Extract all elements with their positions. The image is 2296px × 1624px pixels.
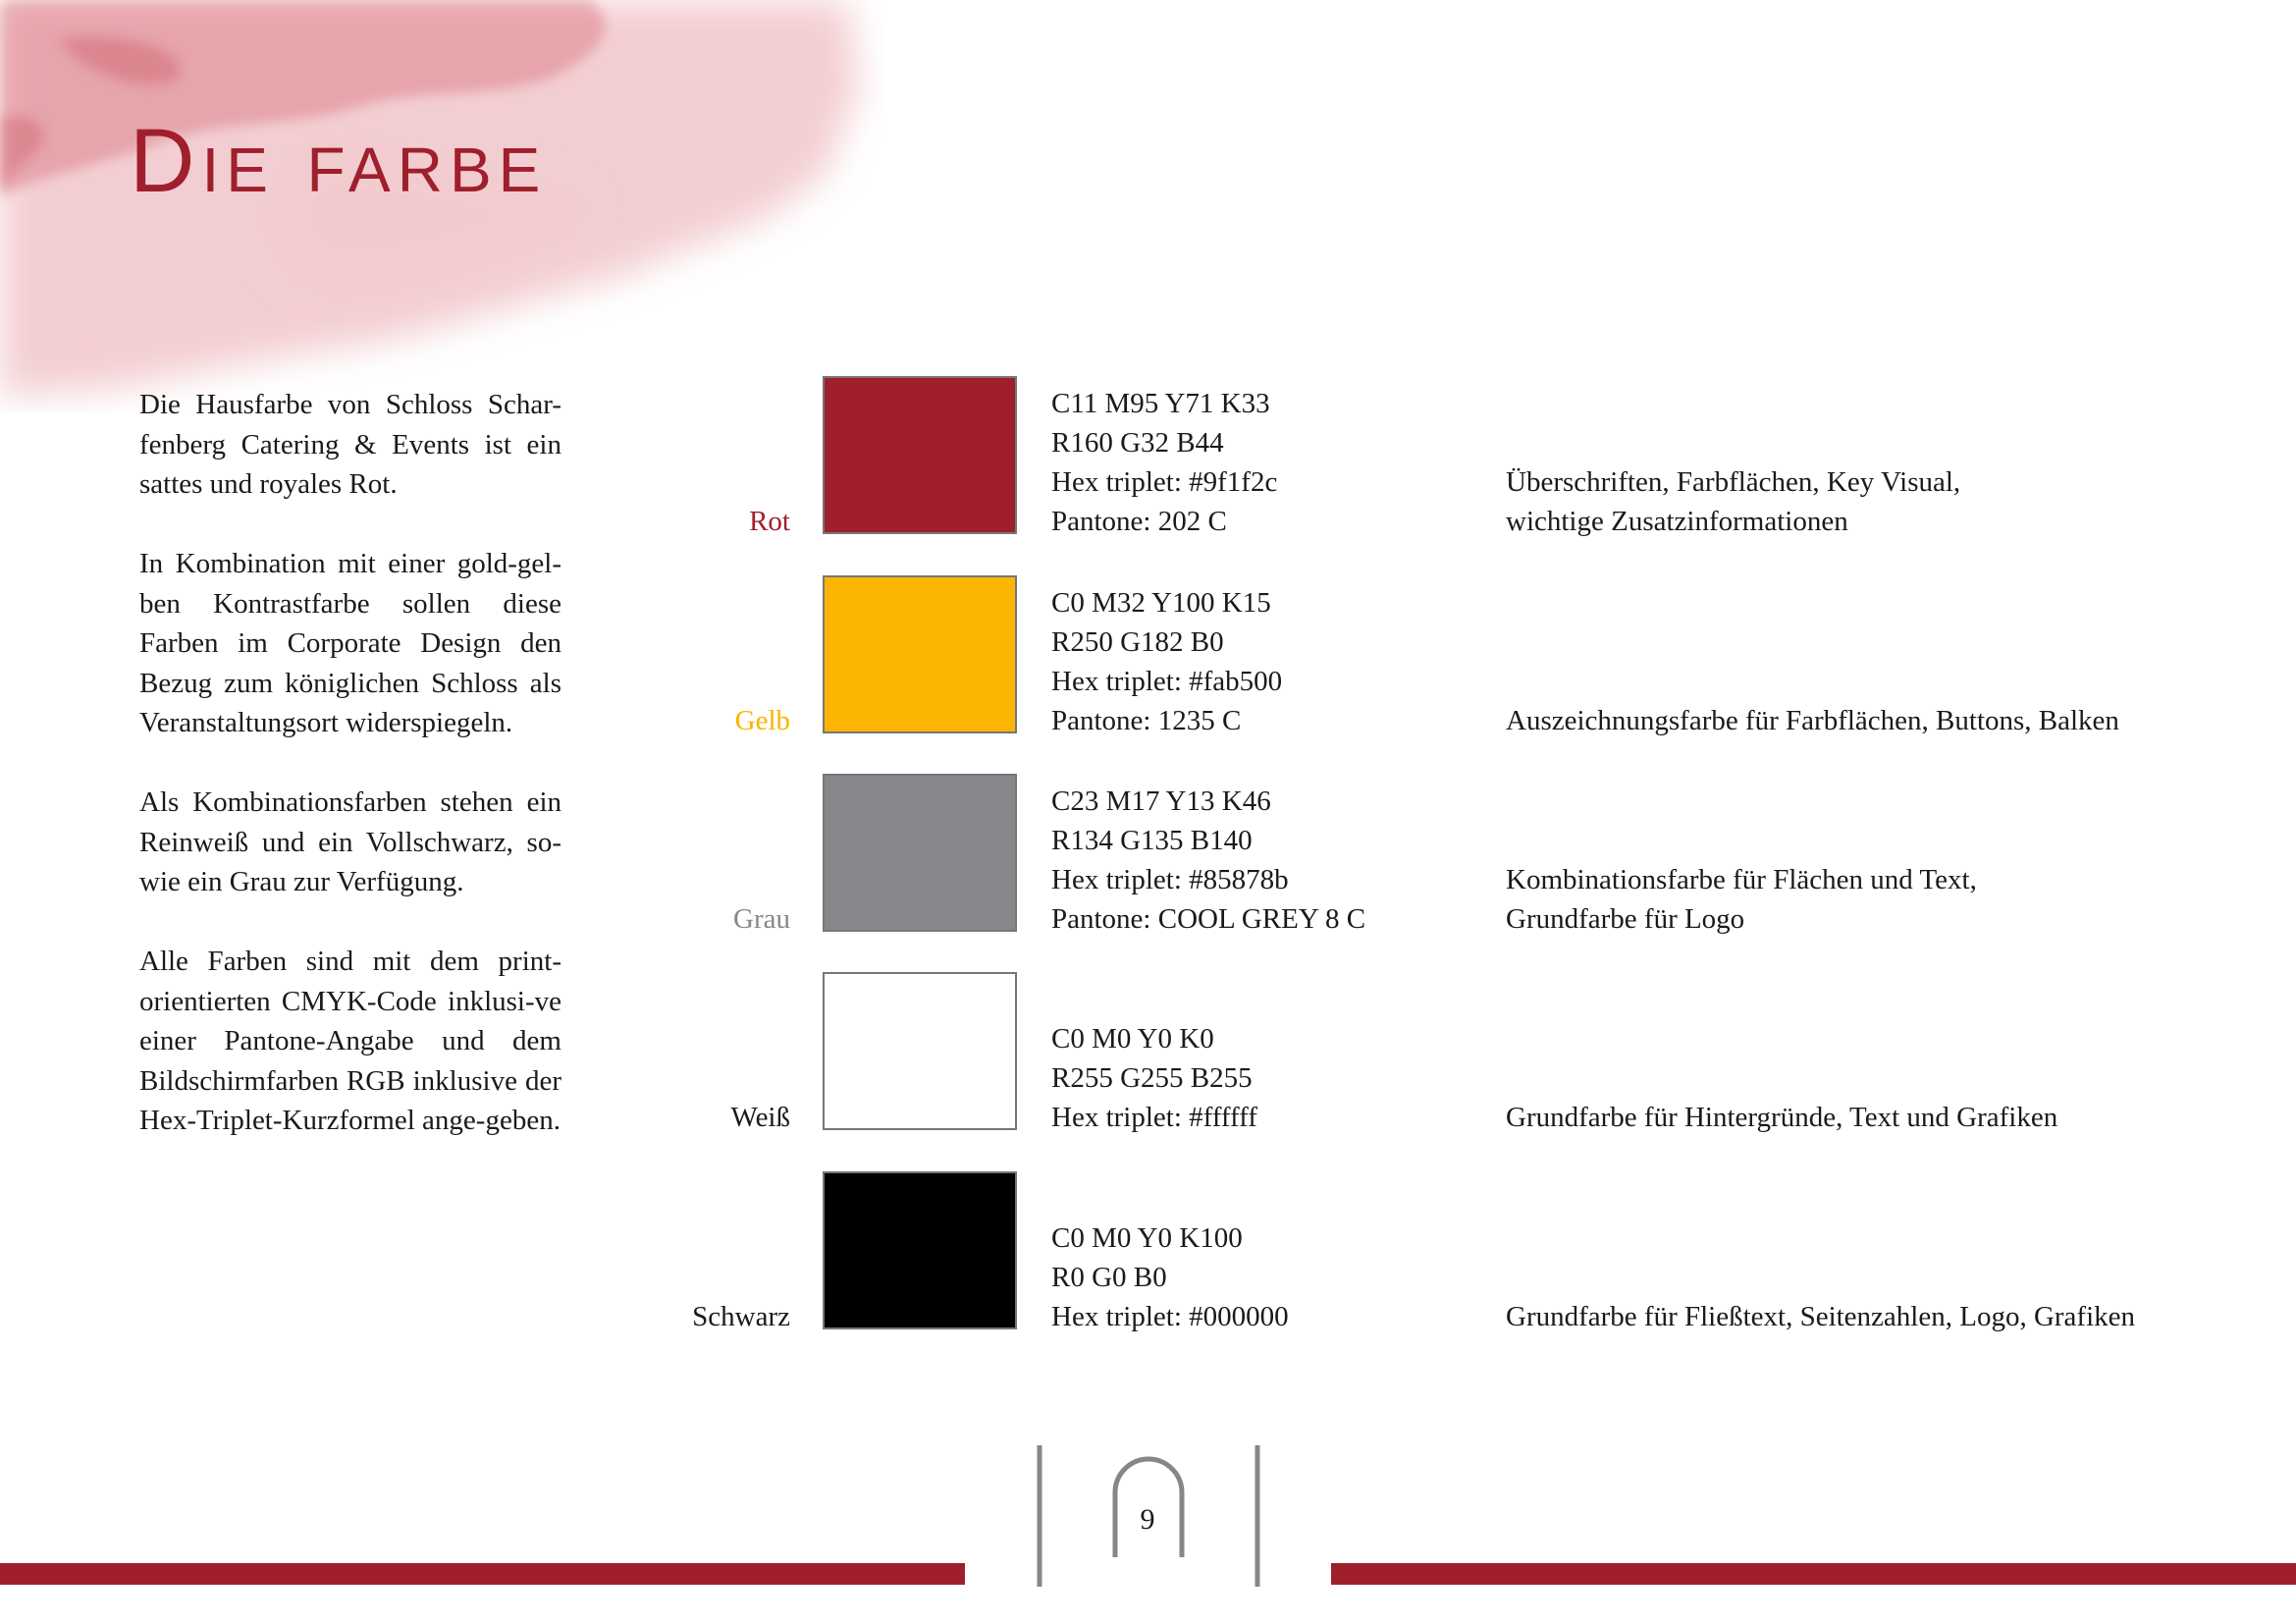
- spec-rgb: R160 G32 B44: [1051, 427, 1224, 459]
- color-label: Rot: [749, 506, 790, 537]
- color-row-weiss: [0, 972, 2296, 1131]
- footer-bar-left: [0, 1563, 965, 1585]
- usage-line: Überschriften, Farbflächen, Key Visual,: [1506, 466, 1961, 498]
- color-row-grau: [0, 774, 2296, 933]
- spec-cmyk: C0 M0 Y0 K0: [1051, 1023, 1214, 1055]
- spec-hex: Hex triplet: #85878b: [1051, 864, 1289, 895]
- color-specs: [1051, 1019, 1257, 1137]
- color-usage: [1506, 1098, 2057, 1137]
- spec-hex: Hex triplet: #9f1f2c: [1051, 466, 1278, 498]
- color-specs: [1051, 583, 1282, 740]
- color-swatch: [823, 774, 1017, 932]
- spec-rgb: R250 G182 B0: [1051, 626, 1224, 658]
- color-usage: [1506, 1297, 2135, 1336]
- color-label: Gelb: [734, 705, 790, 736]
- spec-cmyk: C11 M95 Y71 K33: [1051, 388, 1270, 419]
- page-number: 9: [1140, 1503, 1155, 1536]
- spec-hex: Hex triplet: #fab500: [1051, 666, 1283, 697]
- usage-line: Grundfarbe für Logo: [1506, 903, 1745, 935]
- color-label: Weiß: [730, 1102, 790, 1133]
- spec-rgb: R255 G255 B255: [1051, 1062, 1253, 1094]
- spec-pantone: Pantone: COOL GREY 8 C: [1051, 903, 1366, 935]
- color-row-gelb: [0, 575, 2296, 734]
- usage-line: Auszeichnungsfarbe für Farbflächen, Buttons, Balken: [1506, 705, 2119, 736]
- color-swatch: [823, 1171, 1017, 1329]
- spec-cmyk: C0 M0 Y0 K100: [1051, 1222, 1243, 1254]
- color-row-rot: [0, 376, 2296, 535]
- color-label: Grau: [733, 903, 790, 935]
- usage-line: Kombinationsfarbe für Flächen und Text,: [1506, 864, 1977, 895]
- color-swatch: [823, 575, 1017, 733]
- color-usage: [1506, 860, 1977, 939]
- intro-paragraph: Die Hausfarbe von Schloss Schar-fenberg Catering & Events ist ein sattes und royales Rot.: [139, 389, 561, 500]
- usage-line: Grundfarbe für Fließtext, Seitenzahlen, Logo, Grafiken: [1506, 1301, 2136, 1332]
- spec-rgb: R134 G135 B140: [1051, 825, 1253, 856]
- color-usage: [1506, 701, 2119, 740]
- usage-line: wichtige Zusatzinformationen: [1506, 506, 1848, 537]
- color-specs: [1051, 1218, 1289, 1336]
- intro-paragraph: Alle Farben sind mit dem print-orientierten CMYK-Code inklusi-ve einer Pantone-Angabe und dem Bildschirmfarben RGB inklusive der Hex-Triplet-Kurzformel ange-geben.: [139, 946, 561, 1136]
- spec-pantone: Pantone: 1235 C: [1051, 705, 1242, 736]
- color-specs: [1051, 782, 1365, 939]
- color-swatch: [823, 972, 1017, 1130]
- intro-paragraph: In Kombination mit einer gold-gel-ben Kontrastfarbe sollen diese Farben im Corporate Design den Bezug zum königlichen Schloss als Veranstaltungsort widerspiegeln.: [139, 548, 561, 738]
- spec-cmyk: C23 M17 Y13 K46: [1051, 785, 1271, 817]
- color-row-schwarz: [0, 1171, 2296, 1330]
- color-usage: [1506, 462, 1960, 541]
- spec-hex: Hex triplet: #000000: [1051, 1301, 1289, 1332]
- color-label: Schwarz: [692, 1301, 790, 1332]
- intro-paragraph: Als Kombinationsfarben stehen ein Reinweiß und ein Vollschwarz, so-wie ein Grau zur Verfügung.: [139, 786, 561, 897]
- color-swatch: [823, 376, 1017, 534]
- spec-rgb: R0 G0 B0: [1051, 1262, 1167, 1293]
- footer-bar-right: [1331, 1563, 2296, 1585]
- spec-cmyk: C0 M32 Y100 K15: [1051, 587, 1271, 619]
- color-specs: [1051, 384, 1277, 541]
- spec-hex: Hex triplet: #ffffff: [1051, 1102, 1257, 1133]
- usage-line: Grundfarbe für Hintergründe, Text und Grafiken: [1506, 1102, 2058, 1133]
- spec-pantone: Pantone: 202 C: [1051, 506, 1227, 537]
- page-title: Die farbe: [130, 111, 548, 211]
